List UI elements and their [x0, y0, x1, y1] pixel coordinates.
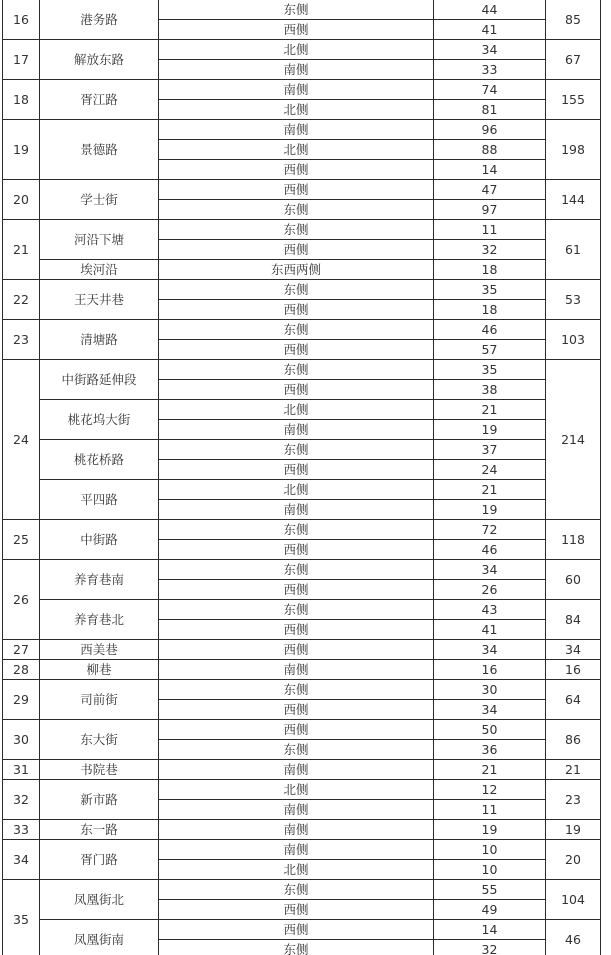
road-side: 东侧	[159, 320, 434, 340]
road-side: 东西两侧	[159, 260, 434, 280]
row-number: 30	[3, 720, 40, 760]
parking-count: 47	[434, 180, 546, 200]
table-row	[3, 180, 601, 200]
row-number: 22	[3, 280, 40, 320]
parking-count: 72	[434, 520, 546, 540]
road-side: 东侧	[159, 940, 434, 955]
road-name: 桃花桥路	[40, 440, 159, 480]
parking-count: 35	[434, 280, 546, 300]
subtotal: 64	[546, 680, 601, 720]
parking-count: 34	[434, 560, 546, 580]
parking-count: 97	[434, 200, 546, 220]
parking-count: 74	[434, 80, 546, 100]
road-side: 西侧	[159, 460, 434, 480]
parking-count: 36	[434, 740, 546, 760]
parking-count: 81	[434, 100, 546, 120]
road-side: 南侧	[159, 820, 434, 840]
road-side: 东侧	[159, 0, 434, 20]
road-side: 南侧	[159, 60, 434, 80]
road-name: 港务路	[40, 0, 159, 40]
road-name: 学士街	[40, 180, 159, 220]
parking-count: 16	[434, 660, 546, 680]
road-name: 东一路	[40, 820, 159, 840]
road-side: 南侧	[159, 840, 434, 860]
road-side: 西侧	[159, 920, 434, 940]
road-side: 西侧	[159, 240, 434, 260]
parking-count: 55	[434, 880, 546, 900]
parking-count: 10	[434, 860, 546, 880]
parking-table-body	[3, 0, 601, 955]
parking-count: 88	[434, 140, 546, 160]
parking-count: 44	[434, 0, 546, 20]
road-side: 北侧	[159, 780, 434, 800]
subtotal: 23	[546, 780, 601, 820]
parking-count: 41	[434, 20, 546, 40]
subtotal: 61	[546, 220, 601, 280]
table-row	[3, 520, 601, 540]
table-row	[3, 720, 601, 740]
row-number: 21	[3, 220, 40, 280]
parking-count: 38	[434, 380, 546, 400]
road-side: 东侧	[159, 440, 434, 460]
parking-count: 46	[434, 320, 546, 340]
row-number: 26	[3, 560, 40, 640]
road-side: 北侧	[159, 100, 434, 120]
subtotal: 86	[546, 720, 601, 760]
road-side: 西侧	[159, 160, 434, 180]
table-row	[3, 640, 601, 660]
subtotal: 16	[546, 660, 601, 680]
table-row	[3, 880, 601, 900]
road-side: 西侧	[159, 900, 434, 920]
road-name: 西美巷	[40, 640, 159, 660]
parking-count: 46	[434, 540, 546, 560]
road-name: 中街路延伸段	[40, 360, 159, 400]
subtotal: 104	[546, 880, 601, 920]
row-number: 31	[3, 760, 40, 780]
row-number: 32	[3, 780, 40, 820]
subtotal: 214	[546, 360, 601, 520]
road-name: 凤凰街南	[40, 920, 159, 955]
table-row	[3, 820, 601, 840]
road-side: 北侧	[159, 480, 434, 500]
row-number: 18	[3, 80, 40, 120]
row-number: 25	[3, 520, 40, 560]
parking-count: 43	[434, 600, 546, 620]
subtotal: 118	[546, 520, 601, 560]
road-side: 北侧	[159, 860, 434, 880]
road-side: 东侧	[159, 520, 434, 540]
subtotal: 60	[546, 560, 601, 600]
parking-count: 34	[434, 40, 546, 60]
subtotal: 144	[546, 180, 601, 220]
road-side: 东侧	[159, 740, 434, 760]
road-side: 北侧	[159, 40, 434, 60]
road-side: 西侧	[159, 340, 434, 360]
road-name: 书院巷	[40, 760, 159, 780]
subtotal: 198	[546, 120, 601, 180]
table-row	[3, 560, 601, 580]
row-number: 19	[3, 120, 40, 180]
table-row	[3, 260, 601, 280]
parking-count: 30	[434, 680, 546, 700]
table-row	[3, 40, 601, 60]
table-row	[3, 660, 601, 680]
table-row	[3, 780, 601, 800]
parking-count: 21	[434, 480, 546, 500]
table-row	[3, 0, 601, 20]
row-number: 17	[3, 40, 40, 80]
road-side: 南侧	[159, 800, 434, 820]
row-number: 27	[3, 640, 40, 660]
road-name: 桃花坞大街	[40, 400, 159, 440]
road-name: 胥门路	[40, 840, 159, 880]
road-name: 河沿下塘	[40, 220, 159, 260]
table-row	[3, 840, 601, 860]
road-side: 西侧	[159, 300, 434, 320]
parking-count: 24	[434, 460, 546, 480]
table-row	[3, 480, 601, 500]
road-side: 西侧	[159, 620, 434, 640]
table-row	[3, 220, 601, 240]
parking-count: 18	[434, 260, 546, 280]
road-side: 东侧	[159, 220, 434, 240]
parking-count: 12	[434, 780, 546, 800]
subtotal: 53	[546, 280, 601, 320]
road-name: 凤凰街北	[40, 880, 159, 920]
row-number: 23	[3, 320, 40, 360]
parking-count: 34	[434, 700, 546, 720]
row-number: 34	[3, 840, 40, 880]
road-side: 北侧	[159, 140, 434, 160]
road-name: 埃河沿	[40, 260, 159, 280]
table-row	[3, 120, 601, 140]
subtotal: 85	[546, 0, 601, 40]
subtotal: 19	[546, 820, 601, 840]
road-side: 东侧	[159, 600, 434, 620]
road-side: 东侧	[159, 200, 434, 220]
table-row	[3, 320, 601, 340]
subtotal: 20	[546, 840, 601, 880]
road-side: 西侧	[159, 580, 434, 600]
road-side: 南侧	[159, 660, 434, 680]
subtotal: 46	[546, 920, 601, 955]
subtotal: 155	[546, 80, 601, 120]
parking-count: 49	[434, 900, 546, 920]
parking-count: 14	[434, 920, 546, 940]
road-side: 南侧	[159, 760, 434, 780]
road-side: 北侧	[159, 400, 434, 420]
road-name: 东大街	[40, 720, 159, 760]
row-number: 24	[3, 360, 40, 520]
subtotal: 103	[546, 320, 601, 360]
road-name: 解放东路	[40, 40, 159, 80]
parking-count: 41	[434, 620, 546, 640]
parking-count: 21	[434, 400, 546, 420]
parking-count: 34	[434, 640, 546, 660]
parking-count: 19	[434, 820, 546, 840]
road-side: 西侧	[159, 700, 434, 720]
parking-count: 32	[434, 240, 546, 260]
road-side: 东侧	[159, 280, 434, 300]
road-side: 西侧	[159, 640, 434, 660]
parking-count: 96	[434, 120, 546, 140]
table-row	[3, 280, 601, 300]
parking-count: 18	[434, 300, 546, 320]
road-name: 王天井巷	[40, 280, 159, 320]
table-row	[3, 80, 601, 100]
parking-count: 50	[434, 720, 546, 740]
road-side: 西侧	[159, 180, 434, 200]
road-name: 平四路	[40, 480, 159, 520]
table-row	[3, 760, 601, 780]
parking-count: 19	[434, 500, 546, 520]
road-side: 南侧	[159, 420, 434, 440]
road-name: 胥江路	[40, 80, 159, 120]
parking-count: 33	[434, 60, 546, 80]
road-side: 东侧	[159, 680, 434, 700]
road-name: 柳巷	[40, 660, 159, 680]
table-row	[3, 600, 601, 620]
parking-count: 10	[434, 840, 546, 860]
parking-count: 14	[434, 160, 546, 180]
parking-count: 57	[434, 340, 546, 360]
road-name: 景德路	[40, 120, 159, 180]
parking-count: 35	[434, 360, 546, 380]
table-row	[3, 440, 601, 460]
road-name: 中街路	[40, 520, 159, 560]
road-name: 新市路	[40, 780, 159, 820]
road-name: 清塘路	[40, 320, 159, 360]
road-side: 东侧	[159, 360, 434, 380]
parking-count: 32	[434, 940, 546, 955]
road-side: 南侧	[159, 80, 434, 100]
road-side: 东侧	[159, 880, 434, 900]
row-number: 20	[3, 180, 40, 220]
road-side: 东侧	[159, 560, 434, 580]
road-name: 司前街	[40, 680, 159, 720]
road-side: 西侧	[159, 380, 434, 400]
road-side: 西侧	[159, 540, 434, 560]
subtotal: 67	[546, 40, 601, 80]
road-side: 南侧	[159, 120, 434, 140]
subtotal: 34	[546, 640, 601, 660]
parking-count: 11	[434, 800, 546, 820]
subtotal: 84	[546, 600, 601, 640]
road-name: 养育巷北	[40, 600, 159, 640]
table-row	[3, 680, 601, 700]
parking-count: 26	[434, 580, 546, 600]
parking-table	[2, 0, 601, 955]
parking-count: 21	[434, 760, 546, 780]
road-side: 南侧	[159, 500, 434, 520]
row-number: 35	[3, 880, 40, 955]
table-row	[3, 400, 601, 420]
parking-count: 11	[434, 220, 546, 240]
road-side: 西侧	[159, 720, 434, 740]
road-side: 西侧	[159, 20, 434, 40]
parking-count: 19	[434, 420, 546, 440]
row-number: 28	[3, 660, 40, 680]
row-number: 16	[3, 0, 40, 40]
table-row	[3, 920, 601, 940]
table-row	[3, 360, 601, 380]
road-name: 养育巷南	[40, 560, 159, 600]
parking-count: 37	[434, 440, 546, 460]
subtotal: 21	[546, 760, 601, 780]
row-number: 33	[3, 820, 40, 840]
row-number: 29	[3, 680, 40, 720]
